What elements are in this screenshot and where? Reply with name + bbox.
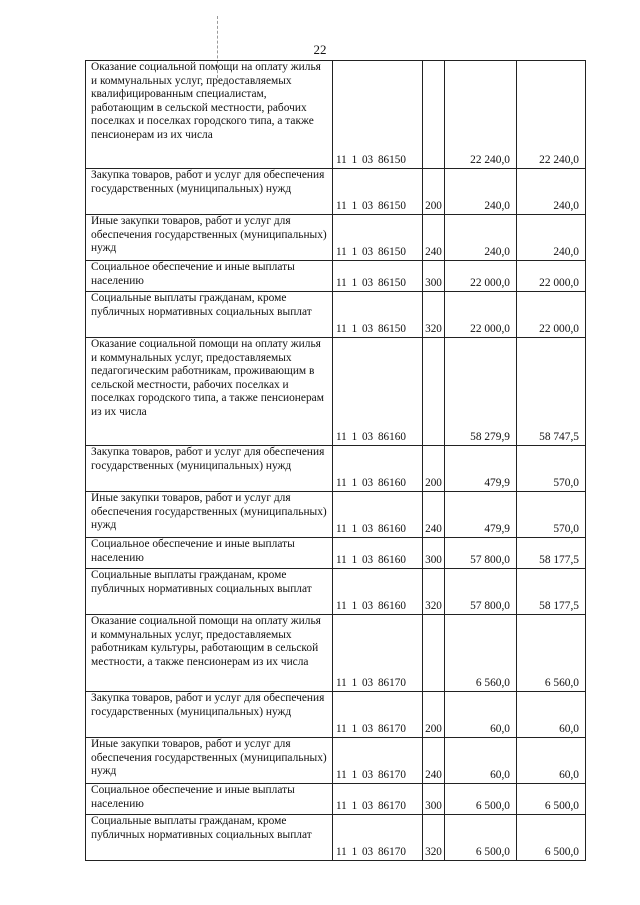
row-name: Иные закупки товаров, работ и услуг для обеспечения государственных (муниципальных) нужд [86,215,333,261]
row-amount-2: 58 177,5 [517,569,586,615]
row-expense-type: 200 [423,692,445,738]
table-body [86,61,586,861]
table-row [86,569,586,615]
row-amount-1: 22 240,0 [445,61,517,169]
row-amount-2: 22 240,0 [517,61,586,169]
row-amount-2: 58 177,5 [517,538,586,569]
row-amount-1: 6 500,0 [445,815,517,861]
table-row [86,338,586,446]
row-code: 11 1 03 86150 [333,261,423,292]
row-expense-type: 240 [423,492,445,538]
row-amount-2: 570,0 [517,492,586,538]
row-code: 11 1 03 86150 [333,292,423,338]
row-expense-type: 320 [423,292,445,338]
row-amount-2: 60,0 [517,692,586,738]
row-amount-1: 22 000,0 [445,261,517,292]
row-code: 11 1 03 86150 [333,61,423,169]
row-name: Закупка товаров, работ и услуг для обеспечения государственных (муниципальных) нужд [86,446,333,492]
table-row [86,215,586,261]
row-name: Социальные выплаты гражданам, кроме публичных нормативных социальных выплат [86,569,333,615]
row-amount-1: 240,0 [445,215,517,261]
row-expense-type: 240 [423,215,445,261]
table-row [86,169,586,215]
row-amount-1: 479,9 [445,446,517,492]
row-expense-type [423,615,445,692]
row-code: 11 1 03 86170 [333,692,423,738]
row-amount-1: 22 000,0 [445,292,517,338]
row-amount-2: 6 560,0 [517,615,586,692]
row-expense-type [423,61,445,169]
row-code: 11 1 03 86170 [333,738,423,784]
row-code: 11 1 03 86160 [333,492,423,538]
table-row [86,61,586,169]
page-number: 22 [313,42,327,57]
row-code: 11 1 03 86160 [333,569,423,615]
row-name: Социальные выплаты гражданам, кроме публичных нормативных социальных выплат [86,815,333,861]
row-amount-2: 60,0 [517,738,586,784]
row-amount-2: 22 000,0 [517,292,586,338]
row-expense-type: 200 [423,446,445,492]
row-amount-1: 60,0 [445,692,517,738]
row-amount-1: 240,0 [445,169,517,215]
row-amount-2: 240,0 [517,215,586,261]
row-name: Социальные выплаты гражданам, кроме публичных нормативных социальных выплат [86,292,333,338]
row-code: 11 1 03 86150 [333,215,423,261]
row-code: 11 1 03 86170 [333,784,423,815]
table-row [86,738,586,784]
row-amount-1: 6 560,0 [445,615,517,692]
table-row [86,492,586,538]
row-name: Закупка товаров, работ и услуг для обеспечения государственных (муниципальных) нужд [86,692,333,738]
row-amount-1: 6 500,0 [445,784,517,815]
row-expense-type: 200 [423,169,445,215]
row-name: Социальное обеспечение и иные выплаты населению [86,784,333,815]
table-row [86,261,586,292]
row-expense-type: 320 [423,569,445,615]
table-row [86,292,586,338]
table-row [86,446,586,492]
row-amount-1: 57 800,0 [445,538,517,569]
row-name: Иные закупки товаров, работ и услуг для обеспечения государственных (муниципальных) нужд [86,492,333,538]
row-amount-2: 240,0 [517,169,586,215]
row-amount-1: 479,9 [445,492,517,538]
row-code: 11 1 03 86150 [333,169,423,215]
table-row [86,815,586,861]
row-amount-2: 6 500,0 [517,784,586,815]
table-row [86,784,586,815]
row-expense-type: 300 [423,261,445,292]
row-name: Иные закупки товаров, работ и услуг для обеспечения государственных (муниципальных) нужд [86,738,333,784]
row-name: Закупка товаров, работ и услуг для обеспечения государственных (муниципальных) нужд [86,169,333,215]
row-amount-1: 57 800,0 [445,569,517,615]
row-amount-2: 58 747,5 [517,338,586,446]
row-code: 11 1 03 86170 [333,615,423,692]
row-amount-2: 6 500,0 [517,815,586,861]
row-amount-1: 58 279,9 [445,338,517,446]
row-name: Оказание социальной помощи на оплату жилья и коммунальных услуг, предоставляемых педагогическим работникам, проживающим в сельской местности, рабочих поселках и поселках городского типа, а также пенсионерам из их числа [86,338,333,446]
row-expense-type: 320 [423,815,445,861]
row-code: 11 1 03 86160 [333,446,423,492]
row-code: 11 1 03 86160 [333,338,423,446]
row-amount-1: 60,0 [445,738,517,784]
row-name: Социальное обеспечение и иные выплаты населению [86,538,333,569]
table-row [86,615,586,692]
row-name: Оказание социальной помощи на оплату жилья и коммунальных услуг, предоставляемых работникам культуры, работающим в сельской местности, а также пенсионерам из их числа [86,615,333,692]
row-code: 11 1 03 86170 [333,815,423,861]
table-row [86,538,586,569]
row-expense-type: 300 [423,784,445,815]
row-code: 11 1 03 86160 [333,538,423,569]
row-expense-type [423,338,445,446]
table-row [86,692,586,738]
row-amount-2: 22 000,0 [517,261,586,292]
row-name: Социальное обеспечение и иные выплаты населению [86,261,333,292]
row-expense-type: 240 [423,738,445,784]
budget-table [85,60,586,861]
row-expense-type: 300 [423,538,445,569]
row-amount-2: 570,0 [517,446,586,492]
row-name: Оказание социальной помощи на оплату жилья и коммунальных услуг, предоставляемых квалифицированным специалистам, работающим в сельской местности, рабочих поселках и поселках городского типа, а также пенсионерам из их числа [86,61,333,169]
